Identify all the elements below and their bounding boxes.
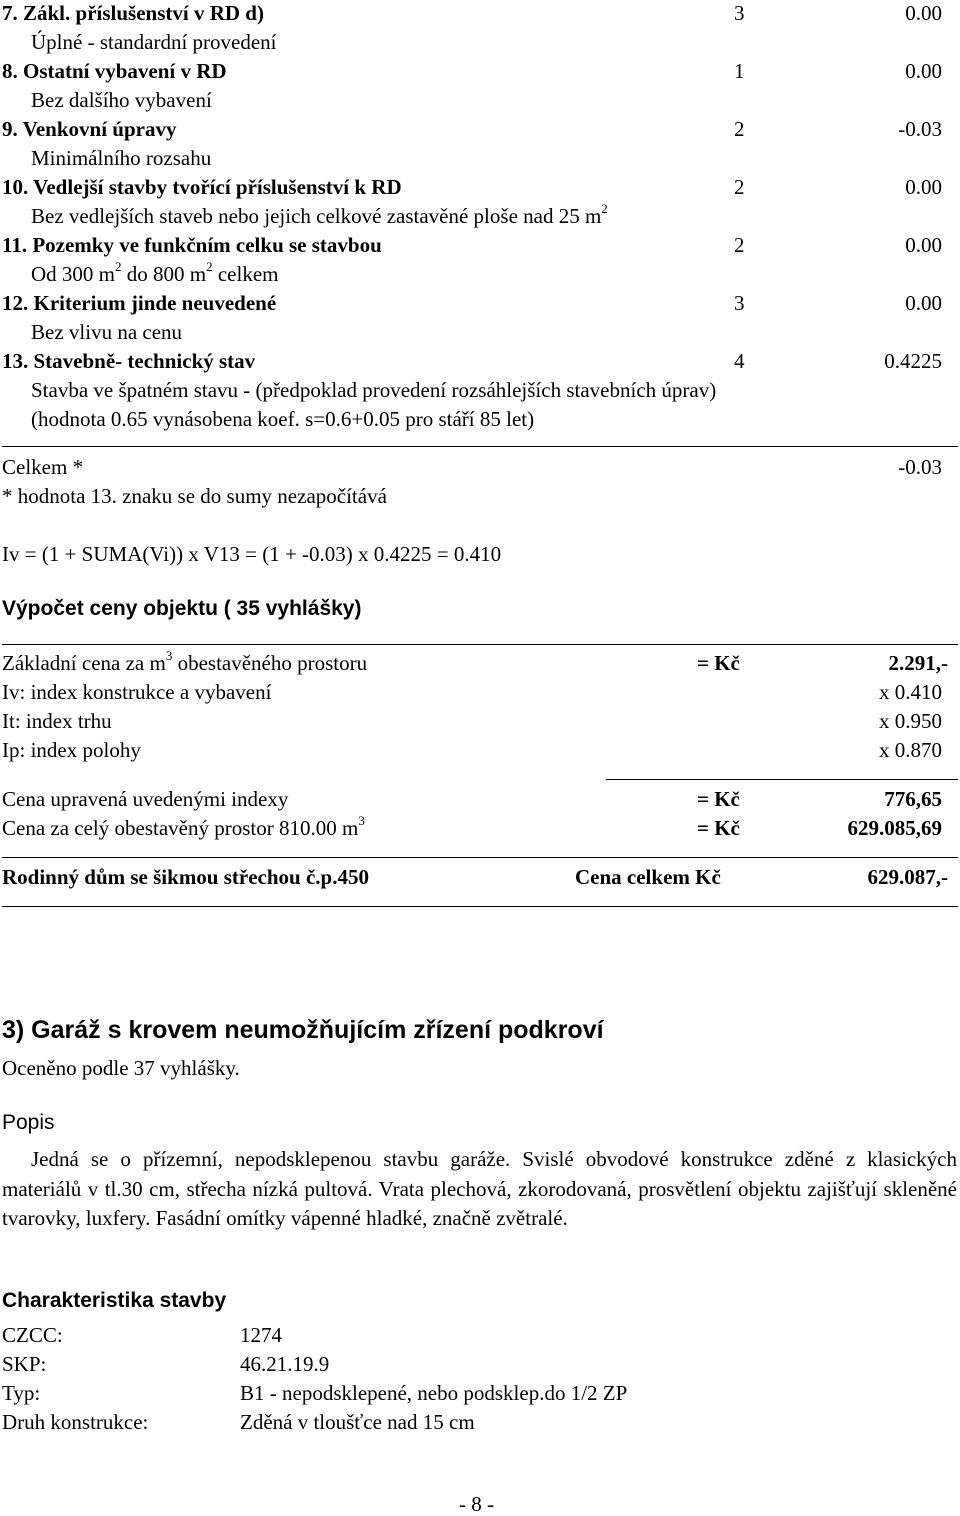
criterion-points: 1	[734, 59, 745, 83]
price-row-label: Ip: index polohy	[2, 738, 141, 762]
price-heading: Výpočet ceny objektu ( 35 vyhlášky)	[2, 597, 362, 620]
char-label: Druh konstrukce:	[2, 1410, 149, 1434]
criterion-title: 11. Pozemky ve funkčním celku se stavbou	[2, 233, 382, 257]
page-number: - 8 -	[459, 1492, 494, 1516]
criterion-value: 0.4225	[884, 349, 942, 373]
criterion-desc: Úplné - standardní provedení	[31, 30, 277, 54]
criterion-points: 3	[734, 1, 745, 25]
char-label: CZCC:	[2, 1323, 63, 1347]
criterion-desc: Stavba ve špatném stavu - (předpoklad provedení rozsáhlejších stavebních úprav)	[31, 378, 717, 402]
criterion-title: 7. Zákl. příslušenství v RD d)	[2, 1, 264, 25]
criterion-title: 12. Kriterium jinde neuvedené	[2, 291, 277, 315]
divider	[2, 906, 958, 907]
whole-value: 629.085,69	[847, 816, 942, 840]
criterion-value: 0.00	[905, 291, 942, 315]
criterion-points: 2	[734, 233, 745, 257]
char-label: SKP:	[2, 1352, 47, 1376]
final-label: Rodinný dům se šikmou střechou č.p.450	[2, 865, 369, 889]
whole-op: = Kč	[697, 816, 740, 840]
criterion-title: 10. Vedlejší stavby tvořící příslušenství k RD	[2, 175, 402, 199]
adjusted-value: 776,65	[884, 787, 942, 811]
price-row-op: = Kč	[697, 651, 740, 675]
final-mid: Cena celkem Kč	[575, 865, 721, 889]
criterion-points: 3	[734, 291, 745, 315]
popis-heading: Popis	[2, 1111, 55, 1134]
price-row-label: It: index trhu	[2, 709, 112, 733]
criterion-value: 0.00	[905, 59, 942, 83]
index-formula: Iv = (1 + SUMA(Vi)) x V13 = (1 + -0.03) x 0.4225 = 0.410	[2, 542, 502, 566]
divider	[606, 779, 958, 780]
criterion-value: 0.00	[905, 175, 942, 199]
price-row-label: Iv: index konstrukce a vybavení	[2, 680, 272, 704]
char-value: B1 - nepodsklepené, nebo podsklep.do 1/2 ZP	[240, 1381, 628, 1405]
criterion-points: 4	[734, 349, 745, 373]
price-row-label: Základní cena za $m^3$ obestavěného prostoru	[2, 648, 368, 675]
char-label: Typ:	[2, 1381, 41, 1405]
total-note: * hodnota 13. znaku se do sumy nezapočítává	[2, 484, 387, 508]
popis-paragraph: Jedná se o přízemní, nepodsklepenou stavbu garáže. Svislé obvodové konstrukce zděné z klasických materiálů v tl.30 cm, střecha nízká pultová. Vrata plechová, zkorodovaná, prosvětlení objektu zajišťují skleněné tvarovky, luxfery. Fasádní omítky vápenné hladké, značně zvětralé.	[2, 1147, 957, 1230]
divider	[2, 857, 958, 858]
price-row-value: x 0.870	[879, 738, 942, 762]
adjusted-label: Cena upravená uvedenými indexy	[2, 787, 289, 811]
price-row-value: x 0.950	[879, 709, 942, 733]
criterion-value: -0.03	[898, 117, 942, 141]
criterion-value: 0.00	[905, 233, 942, 257]
divider	[2, 644, 958, 645]
criterion-title: 9. Venkovní úpravy	[2, 117, 177, 141]
char-value: 46.21.19.9	[240, 1352, 330, 1376]
criterion-desc: Bez dalšího vybavení	[31, 88, 212, 112]
char-value: 1274	[240, 1323, 282, 1347]
garage-heading: 3) Garáž s krovem neumožňujícím zřízení podkroví	[2, 1016, 604, 1044]
whole-label: Cena za celý obestavěný prostor 810.00 $m^3$	[2, 813, 365, 840]
criterion-desc: Bez vedlejších staveb nebo jejich celkové zastavěné ploše nad 25 $m^2$	[31, 201, 608, 228]
divider	[2, 446, 958, 447]
criterion-desc: Bez vlivu na cenu	[31, 320, 183, 344]
criterion-desc: Minimálního rozsahu	[31, 146, 212, 170]
criterion-value: 0.00	[905, 1, 942, 25]
criterion-desc-line2: (hodnota 0.65 vynásobena koef. s=0.6+0.05 pro stáří 85 let)	[31, 407, 535, 431]
total-value: -0.03	[898, 455, 942, 479]
total-label: Celkem *	[2, 455, 84, 479]
char-value: Zděná v tloušťce nad 15 cm	[240, 1410, 475, 1434]
criterion-title: 8. Ostatní vybavení v RD	[2, 59, 227, 83]
price-row-value: 2.291,-	[888, 651, 948, 675]
criterion-title: 13. Stavebně- technický stav	[2, 349, 256, 373]
criterion-desc: Od 300 $m^2$ do 800 $m^2$ celkem	[31, 259, 279, 286]
char-heading: Charakteristika stavby	[2, 1289, 227, 1312]
adjusted-op: = Kč	[697, 787, 740, 811]
garage-valued-note: Oceněno podle 37 vyhlášky.	[2, 1056, 240, 1080]
final-value: 629.087,-	[867, 865, 948, 889]
criterion-points: 2	[734, 175, 745, 199]
price-row-value: x 0.410	[879, 680, 942, 704]
criterion-points: 2	[734, 117, 745, 141]
